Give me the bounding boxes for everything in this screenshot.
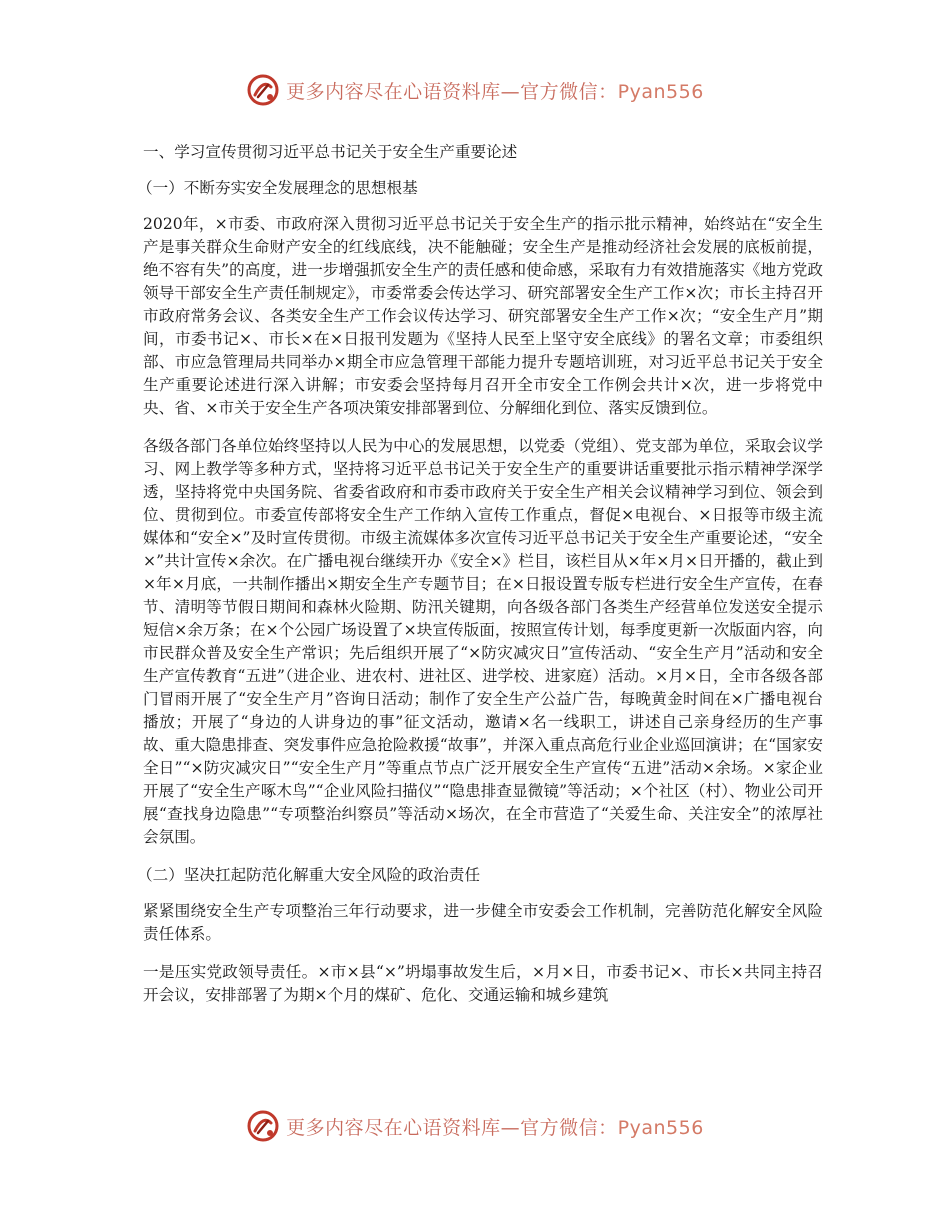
paragraph-2: 各级各部门各单位始终坚持以人民为中心的发展思想，以党委（党组）、党支部为单位，采取会议学习、网上教学等多种方式，坚持将习近平总书记关于安全生产的重要讲话重要批示指示精神学深学透，坚持将党中央国务院、省委省政府和市委市政府关于安全生产相关会议精神学习到位、领会到位、贯彻到位。市委宣传部将安全生产工作纳入宣传工作重点，督促×电视台、×日报等市级主流媒体和“安全×”及时宣传贯彻。市级主流媒体多次宣传习近平总书记关于安全生产重要论述，“安全×”共计宣传×余次。在广播电视台继续开办《安全×》栏目，该栏目从×年×月×日开播的，截止到×年×月底，一共制作播出×期安全生产专题节目；在×日报设置专版专栏进行安全生产宣传，在春节、清明等节假日期间和森林火险期、防汛关键期，向各级各部门各类生产经营单位发送安全提示短信×余万条；在×个公园广场设置了×块宣传版面，按照宣传计划，每季度更新一次版面内容，向市民群众普及安全生产常识；先后组织开展了“×防灾减灾日”宣传活动、“安全生产月”活动和安全生产宣传教育“五进”（进企业、进农村、进社区、进学校、进家庭）活动。×月×日，全市各级各部门冒雨开展了“安全生产月”咨询日活动；制作了安全生产公益广告，每晚黄金时间在×广播电视台播放；开展了“身边的人讲身边的事”征文活动，邀请×名一线职工，讲述自己亲身经历的生产事故、重大隐患排查、突发事件应急抢险救援“故事”，并深入重点高危行业企业巡回演讲；在“国家安全日”“×防灾减灾日”“安全生产月”等重点节点广泛开展安全生产宣传“五进”活动×余场。×家企业开展了“安全生产啄木鸟”“企业风险扫描仪”“隐患排查显微镜”等活动；×个社区（村）、物业公司开展“查找身边隐患”“专项整治纠察员”等活动×场次，在全市营造了“关爱生命、关注安全”的浓厚社会氛围。 — [143, 437, 823, 846]
seal-logo-icon — [246, 73, 280, 107]
document-heading: 一、学习宣传贯彻习近平总书记关于安全生产重要论述 — [143, 143, 518, 161]
seal-logo-icon — [246, 1109, 280, 1143]
footer-banner — [0, 1104, 950, 1148]
paragraph-4: 一是压实党政领导责任。×市×县“×”坍塌事故发生后，×月×日，市委书记×、市长×共同主持召开会议，安排部署了为期×个月的煤矿、危化、交通运输和城乡建筑 — [143, 963, 823, 1004]
wechat-id: Pyan556 — [617, 80, 704, 103]
wechat-id: Pyan556 — [617, 1116, 704, 1139]
paragraph-1: 2020年，×市委、市政府深入贯彻习近平总书记关于安全生产的指示批示精神，始终站在“安全生产是事关群众生命财产安全的红线底线，决不能触碰；安全生产是推动经济社会发展的底板前提，绝不容有失”的高度，进一步增强抓安全生产的责任感和使命感，采取有力有效措施落实《地方党政领导干部安全生产责任制规定》，市委常委会传达学习、研究部署安全生产工作×次；市长主持召开市政府常务会议、各类安全生产工作会议传达学习、研究部署安全生产工作×次；“安全生产月”期间，市委书记×、市长×在×日报刊发题为《坚持人民至上坚守安全底线》的署名文章；市委组织部、市应急管理局共同举办×期全市应急管理干部能力提升专题培训班，对习近平总书记关于安全生产重要论述进行深入讲解；市安委会坚持每月召开全市安全工作例会共计×次，进一步将党中央、省、×市关于安全生产各项决策安排部署到位、分解细化到位、落实反馈到位。 — [143, 215, 823, 417]
section-2-title: （二）坚决扛起防范化解重大安全风险的政治责任 — [137, 866, 481, 884]
section-1-title: （一）不断夯实安全发展理念的思想根基 — [137, 179, 418, 197]
banner-text: 更多内容尽在心语资料库—官方微信：Pyan556 — [286, 80, 704, 103]
document-body — [137, 141, 823, 1022]
paragraph-3: 紧紧围绕安全生产专项整治三年行动要求，进一步健全市安委会工作机制，完善防范化解安全风险责任体系。 — [143, 902, 823, 943]
header-banner — [0, 68, 950, 112]
banner-text: 更多内容尽在心语资料库—官方微信：Pyan556 — [286, 1116, 704, 1139]
